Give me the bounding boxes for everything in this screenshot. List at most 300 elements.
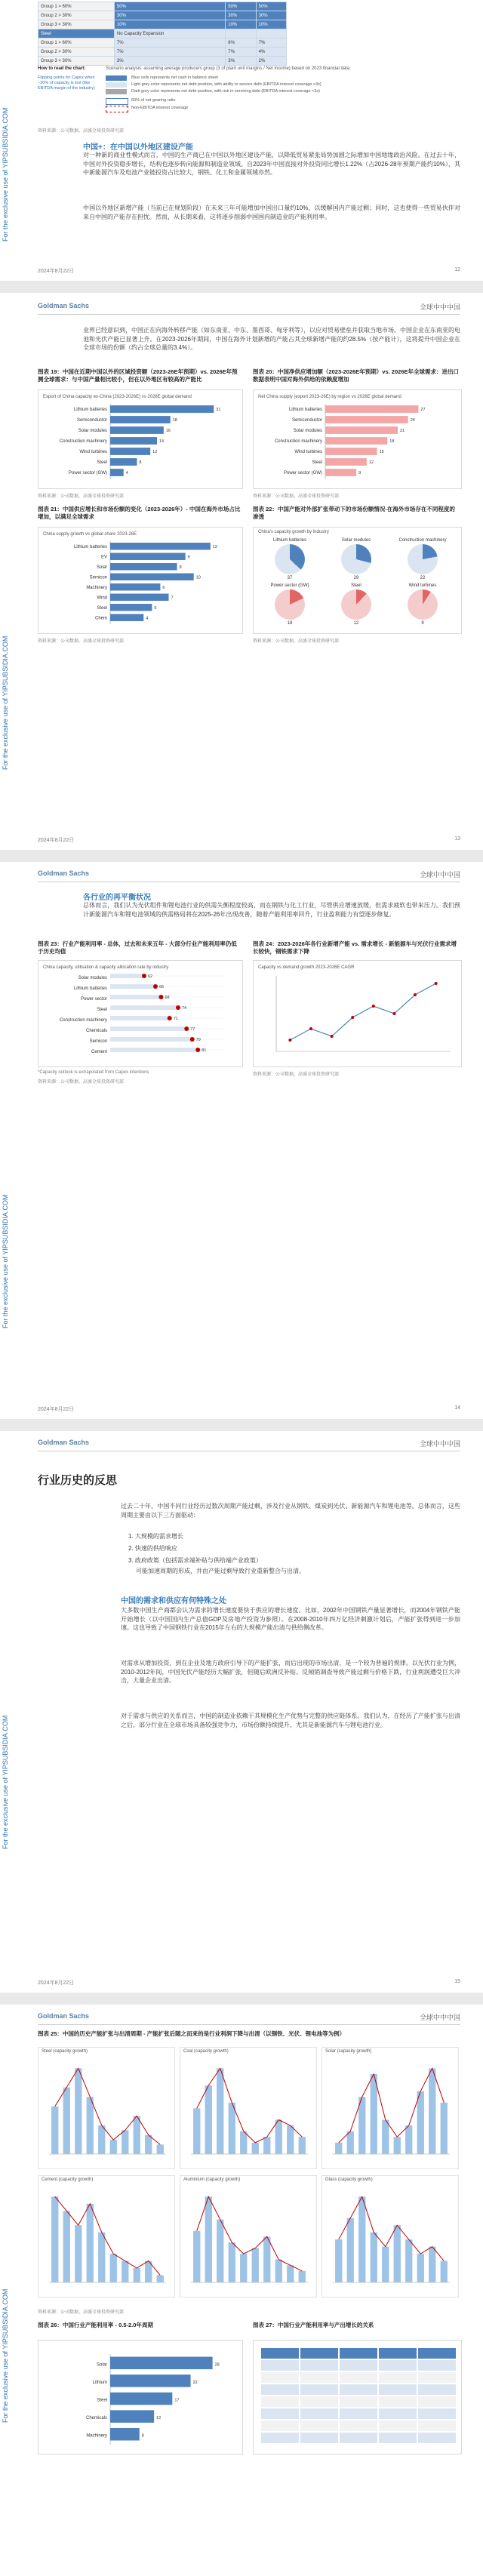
category-label: Construction machinery [274,439,322,445]
data-label: 62 [148,974,153,979]
table-cell [300,2433,338,2443]
table-cell-value: 2% [256,57,286,66]
category-label: Steel [97,605,107,611]
table-cell-value: 7% [114,48,225,57]
bar [275,2120,282,2154]
bar [325,437,387,445]
page-number: 13 [454,836,460,842]
bar [287,2125,294,2154]
series-line [197,2068,303,2142]
header-rule [38,314,460,315]
table-cell-value: 30% [114,11,225,20]
figure-title: 图表 22：中国产能对外部扩张带动下的市场份额情况-在海外市场存在不同程度的渗透 [253,506,455,520]
bar [441,2103,448,2154]
table-cell [418,2433,456,2443]
chart-inner-title: China capacity, utilisation & capacity allocation rate by industry [43,965,169,970]
category-label: Wind turbines [79,450,107,455]
bar-chart-fig20 [254,390,461,488]
source-note: 资料来源：公司数据，高盛全球投资研究部 [38,639,125,644]
pie-slice [341,589,371,620]
paragraph: 过去二十年，中国不同行业经历过数次周期产能过剩，涉及行业从钢铁、煤炭到光伏、新能源汽车和锂电池等。总体而言，这些周期主要由以下三方面驱动： [121,1503,460,1519]
pie-slice [275,589,305,620]
bar [417,2254,424,2282]
bar [371,2074,377,2154]
legend-block [38,66,460,119]
pie-value: 22 [420,576,426,580]
chart-panel-fig19 [38,389,243,489]
legend-box-1: 60% of net gearing ratio [131,98,176,103]
bar [441,2261,448,2282]
chart-panel-fig26 [38,2340,243,2454]
data-label: 18 [389,439,395,445]
table-cell-value: 3% [114,57,225,66]
mini-chart [180,2047,317,2169]
page-number: 14 [454,1405,460,1411]
data-label: 9 [358,471,361,476]
header-rule [38,2024,460,2025]
page-date: 2024年8月22日 [38,838,75,843]
table-cell [379,2360,417,2371]
page-footer [38,1405,460,1414]
category-label: EV [100,555,107,560]
category-label: Wind [97,596,107,601]
paragraph: 业界已经意识到，中国正在向海外转移产能（如东南亚、中东、墨西哥、匈牙利等），以应对贸易壁垒并获取当地市场。中国企业在东南亚的电池和光伏产能已显著上升。在2023-2026年期间，中国在海外计划新增的产能占其全球新增产能的约28.5%（按产能计），这将提升中国企业在全球市场的份额（约占全球总量的3.4%）。 [83,327,460,351]
bar [75,2225,82,2282]
legend-swatch-dark [106,89,127,94]
source-note: 资料来源：公司数据，高盛全球投资研究部 [38,494,125,499]
mini-chart [38,2175,175,2297]
pie-slice [341,544,371,574]
figure-title: 图表 20：中国净供应增加额（2023-2026E年预期）vs. 2026E年全球需求：进出口数据表明中国对海外供给的依赖度增加 [253,368,459,383]
data-point [159,995,164,999]
figure-title: 图表 26：中国行业产能利用率 - 0.5-2.0年周期 [38,2322,153,2328]
table-cell [418,2421,456,2431]
data-label: 12 [368,460,374,466]
table-cell [379,2384,417,2395]
category-label: Semiconductor [291,418,322,423]
category-label: Solar modules [78,429,107,434]
legend-title: How to read the chart: [38,66,86,71]
pie-value: 9 [421,621,424,626]
bar [110,563,177,570]
table-cell [300,2384,338,2395]
pie-value: 29 [353,576,359,580]
data-label: 81 [202,1048,207,1053]
data-label: 8 [179,565,182,570]
figure-title: 图表 21：中国供应增长和市场份额的变化（2023-2026年）- 中国在海外市场占比增加，以满足全球需求 [38,506,241,520]
bar [347,2131,354,2154]
data-label: 24 [410,418,415,423]
mini-chart-title: Solar (capacity growth) [325,2049,372,2054]
bar [429,2068,435,2154]
legend-box [106,98,128,105]
data-label: 5 [154,605,157,611]
bar [335,2239,342,2282]
bar [110,583,160,590]
chart-panel-fig22 [253,527,462,634]
page-footer [38,1979,460,1988]
data-label: 77 [190,1027,195,1032]
chart-inner-title: Capacity vs demand growth 2023-2026E CAGR [258,965,355,970]
bar [405,2125,412,2154]
table-cell-value: 7% [256,38,286,48]
page-date: 2024年8月22日 [38,269,75,274]
bar [51,2107,58,2154]
bar [63,2211,70,2282]
table-cell [340,2421,377,2431]
table-cell-value: No Capacity Expansion [114,29,225,38]
report-label: 全球中中中国 [419,303,460,311]
table-cell [418,2348,456,2359]
mini-chart-svg [180,2184,316,2297]
legend-line-2: Light grey color represents net debt position, with ability to service debt (EBITDA interest coverage >3x) [131,82,321,87]
paragraph: 对于需求与供应的关系而言，中国的制造业依赖于其规模化生产优势与完整的供应链体系。我们认为，在经历了产能扩张与出清之后，部分行业在全球市场具备较强竞争力，市场份额持续提升，尤其是新能源汽车与锂电池行业。 [121,1713,460,1728]
data-label: 74 [182,1006,187,1011]
category-label: Semicon [89,1039,107,1044]
data-label: 31 [216,408,221,413]
mini-chart-svg [180,2055,316,2168]
mini-chart-title: Aluminium (capacity growth) [183,2177,241,2182]
list-item: 2. 快速的供给响应 [128,1545,177,1552]
data-label: 79 [195,1038,201,1042]
chart-inner-title: China's capacity growth by industry [258,530,329,534]
table-cell [340,2360,377,2371]
table-cell-value: 50% [226,2,256,11]
side-watermark: For the exclusive use of YIPSUBSIDIA.COM [2,636,9,770]
bar [394,2225,401,2282]
range-bar [110,984,155,989]
legend-box-2: Non-EBITDA interest coverage [131,106,189,110]
bar [110,405,214,413]
bar [110,553,186,560]
bar [134,2116,140,2154]
bar [417,2091,424,2154]
table-cell [379,2421,417,2431]
bar [325,426,398,434]
bar [405,2239,412,2282]
figure-title: 图表 25：中国的历史产能扩张与出清周期 - 产能扩张后随之而来的是行业利润下降与出清（以钢铁、光伏、锂电池等为例） [38,2030,346,2037]
data-point [392,1012,395,1015]
table-cell [300,2396,338,2407]
bar [110,594,169,601]
brand-logo: Goldman Sachs [38,302,90,309]
data-label: 10 [195,575,201,580]
range-bar [110,1016,170,1020]
chart-panel-fig20 [253,389,462,489]
bar [263,2236,270,2282]
bar [217,2068,223,2154]
range-bar [110,1048,198,1052]
table-cell-group: Group 3 < 30% [38,20,115,29]
table-cell-group: Steel [38,29,115,38]
table-cell [379,2372,417,2383]
data-label: 6 [162,585,165,590]
legend-line-3: Dark grey color represents net debt position, with risk in servicing debt (EBITDA interest coverage <3x) [131,89,320,94]
bar [51,2196,58,2282]
data-point [435,982,438,985]
bar [87,2097,94,2154]
category-label: Cement [91,1050,107,1054]
bar-chart-fig26 [38,2341,242,2454]
pie-grid [254,538,461,632]
legend-line-1: Blue cells represents net cash in balance sheet [131,75,218,80]
side-watermark: For the exclusive use of YIPSUBSIDIA.COM [2,2288,9,2423]
page-header [38,2012,460,2023]
table-cell [300,2408,338,2419]
pie-label: Lithium batteries [272,538,307,543]
side-watermark: For the exclusive use of YIPSUBSIDIA.COM [2,1715,9,1849]
category-label: Steel [312,460,322,466]
bar [229,2103,235,2154]
paragraph: 中国以外地区新增产能（当前已在规划阶段）在未来三年可能增加中国出口量约10%，以缓解国内产能过剩；同时，这也使得一些贸易伙伴对来自中国的产能存在担忧。然而，从长期来看，这将逐步削弱中国国内制造业的产能利用率。 [83,205,460,220]
data-point [168,1016,172,1020]
source-note: 资料来源：公司数据，高盛全球投资研究部 [38,2310,125,2315]
bar [110,2140,117,2154]
data-label: 8 [139,460,142,466]
data-label: 14 [159,439,165,445]
bar [358,2196,365,2282]
mini-chart [321,2175,459,2297]
table-cell-value: 10% [256,20,286,29]
bar-chart-fig21 [38,528,242,633]
brand-logo: Goldman Sachs [38,1439,90,1446]
legend-swatch-light [106,82,127,88]
pie-value: 12 [353,621,359,626]
bar [110,2410,154,2423]
pie-value: 18 [287,621,293,626]
chart-panel-fig24 [253,960,462,1067]
bar [63,2088,70,2154]
table-cell [261,2360,299,2371]
category-label: Steel [97,1008,107,1012]
data-label: 68 [165,996,170,1000]
table-cell [418,2384,456,2395]
page-header [38,302,460,312]
chart-panel-fig21 [38,527,243,634]
series-line [290,983,435,1040]
mini-chart-svg [38,2184,174,2297]
bar [325,469,356,476]
bar [240,2131,247,2154]
legend-box-dashed [106,106,128,112]
category-label: Lithium batteries [73,986,107,991]
brand-logo: Goldman Sachs [38,2012,90,2020]
range-bar [110,1026,186,1031]
category-label: Chemicals [85,2416,107,2421]
table-cell-value: 50% [256,2,286,11]
table-cell [261,2372,299,2383]
pie-label: Wind turbines [408,583,437,588]
mini-chart [180,2175,317,2297]
table-cell-value: 30% [256,11,286,20]
page-footer [38,836,460,845]
bar [193,2108,200,2154]
table-cell-value [226,29,256,38]
bar [382,2247,389,2282]
data-point [142,974,146,978]
list-item: 1. 大规模的需求增长 [128,1533,183,1540]
report-label: 全球中中中国 [419,2014,460,2021]
mini-chart [38,2047,175,2169]
data-point [351,1016,354,1019]
table-row [38,20,287,29]
bar [299,2137,306,2154]
mini-chart-title: Cement (capacity growth) [42,2177,94,2182]
page-header [38,869,460,880]
data-label: 7 [171,596,174,601]
data-label: 66 [159,985,165,989]
data-label: 9 [187,555,190,560]
table-cell-value: 7% [114,38,225,48]
bar [110,2428,140,2441]
table-cell-value: 3% [226,57,256,66]
table-cell-value [256,29,286,38]
bar [122,2130,128,2154]
table-cell [261,2408,299,2419]
bar [325,448,377,455]
category-label: Power sector (GW) [283,471,322,476]
data-label: 22 [192,2380,198,2385]
page-break [0,850,483,862]
category-label: Solar modules [78,976,107,980]
bar [75,2068,82,2154]
footnote: *Capacity outlook is extrapolated from Capex intentions [38,1070,149,1075]
report-label: 全球中中中国 [419,871,460,879]
figure-title: 图表 24：2023-2026年各行业新增产能 vs. 需求增长 - 新能源车与光伏行业需求增长较快，钢铁需求下降 [253,940,457,955]
page-number: 15 [454,1979,460,1984]
bar [98,2125,105,2154]
bar [110,543,211,549]
mini-chart-svg [322,2184,458,2297]
range-bar [110,974,144,978]
pie-slice [275,544,305,574]
bar [110,574,194,580]
dot-chart-fig23 [38,961,242,1066]
category-label: Power sector [80,997,107,1002]
table-cell [379,2396,417,2407]
category-label: Steel [97,460,107,466]
table-row [38,29,287,38]
bar [110,2357,213,2370]
table-cell-value: 30% [226,11,256,20]
category-label: Construction machinery [59,439,107,445]
pie-label: Steel [351,583,361,588]
table-cell-group: Group 2 > 30% [38,48,115,57]
bar [325,458,367,466]
data-label: 4 [125,471,128,476]
bar [205,2196,212,2282]
pie-cell [326,538,386,580]
data-label: 27 [420,408,426,413]
page-break [0,1419,483,1431]
bar [145,2135,152,2154]
table-row [38,2,287,11]
data-point [414,993,417,996]
category-label: Solar modules [293,429,322,434]
table-cell [379,2433,417,2443]
data-label: 16 [165,429,171,434]
source-note: 资料来源：公司数据，高盛全球投资研究部 [253,639,340,644]
category-label: Machinery [86,2433,107,2439]
bar [325,405,418,413]
table-cell-value: 7% [226,48,256,57]
pie-label: Solar modules [341,538,371,543]
paragraph: 大多数中国生产商都会认为需求的增长速度要快于供应的增长速度。比如，2002年中国钢铁产量显著增长，而2004年钢铁产能开始增长（以中国国内生产总值GDP及房地产投资为参照）。在2008-2010年四万亿经济刺激计划后，产能扩张得到进一步加速。这也导致了中国钢铁行业在2015年左右的大规模产能出清与供给侧改革。 [121,1607,460,1631]
bar [252,2143,259,2154]
legend-note: Scenario analysis: assuming average producers group (3 of plant unit margins / Net income) based on 2023 financial data [106,66,350,71]
source-note: 资料来源：公司数据，高盛全球投资研究部 [253,1073,340,1077]
page-header [38,1439,460,1449]
bar-chart-fig19 [38,390,242,488]
table-cell [418,2372,456,2383]
section-heading: 中国+：在中国以外地区建设产能 [83,143,193,152]
bar [157,2276,164,2282]
table-cell-group: Group 3 < 30% [38,57,115,66]
category-label: Machinery [86,585,107,590]
chart-panel-fig27 [253,2340,462,2454]
table-cell [418,2360,456,2371]
data-label: 71 [173,1017,178,1021]
sub-heading: 中国的需求和供应有何特殊之处 [121,1597,226,1605]
category-label: Chem [94,616,107,621]
table-cell [340,2384,377,2395]
chapter-heading: 行业历史的反思 [38,1474,118,1487]
bar [110,416,171,423]
bar [358,2097,365,2154]
bar [110,437,157,445]
table-cell [340,2372,377,2383]
bar [110,2374,191,2387]
source-note: 资料来源：公司数据，高盛全球投资研究部 [38,1080,125,1085]
data-point [176,1005,180,1010]
pie-slice [408,589,438,620]
category-label: Chemicals [85,1029,107,1033]
chart-panel-fig23 [38,960,243,1067]
pie-label: Power sector (GW) [270,583,309,588]
bar [110,604,152,611]
bar [110,2393,172,2405]
bar [110,448,150,455]
series-line [197,2196,303,2270]
range-bar [110,995,162,999]
data-point [288,1039,291,1042]
data-point [153,984,158,989]
source-note: 资料来源：公司数据，高盛全球投资研究部 [253,494,340,499]
chart-inner-title: China supply growth vs global share 2023-26E [43,532,137,537]
mini-chart-grid [38,2047,460,2304]
pie-cell [260,583,320,626]
data-point [331,1035,334,1038]
paragraph: 总体而言，我们认为光伏组件和锂电池行业的供需失衡程度较高，而在钢铁与化工行业，尽管供应增速放缓，但需求疲软也带来压力。我们预计新能源汽车和锂电池领域的供需格局将在2025-26年出现改善，随着产能利用率回升，行业盈利能力有望逐步修复。 [83,902,460,918]
page-date: 2024年8月22日 [38,1980,75,1986]
bar [110,614,143,621]
table-cell [340,2396,377,2407]
table-row [38,48,287,57]
bar [205,2085,212,2154]
bar [110,426,164,434]
data-point [195,1048,200,1052]
legend-side: Flipping points for Capex when ~30% of capacity is lost (like EBITDA margin of the industry) [38,75,95,91]
legend-swatch-blue [106,75,127,81]
table-cell-value: 4% [256,48,286,57]
bar [394,2137,401,2154]
bar [429,2247,435,2282]
series-line [339,2196,445,2261]
mini-chart-title: Coal (capacity growth) [183,2049,229,2054]
pie-cell [326,583,386,626]
pie-cell [392,583,453,626]
pie-value: 37 [287,576,293,580]
